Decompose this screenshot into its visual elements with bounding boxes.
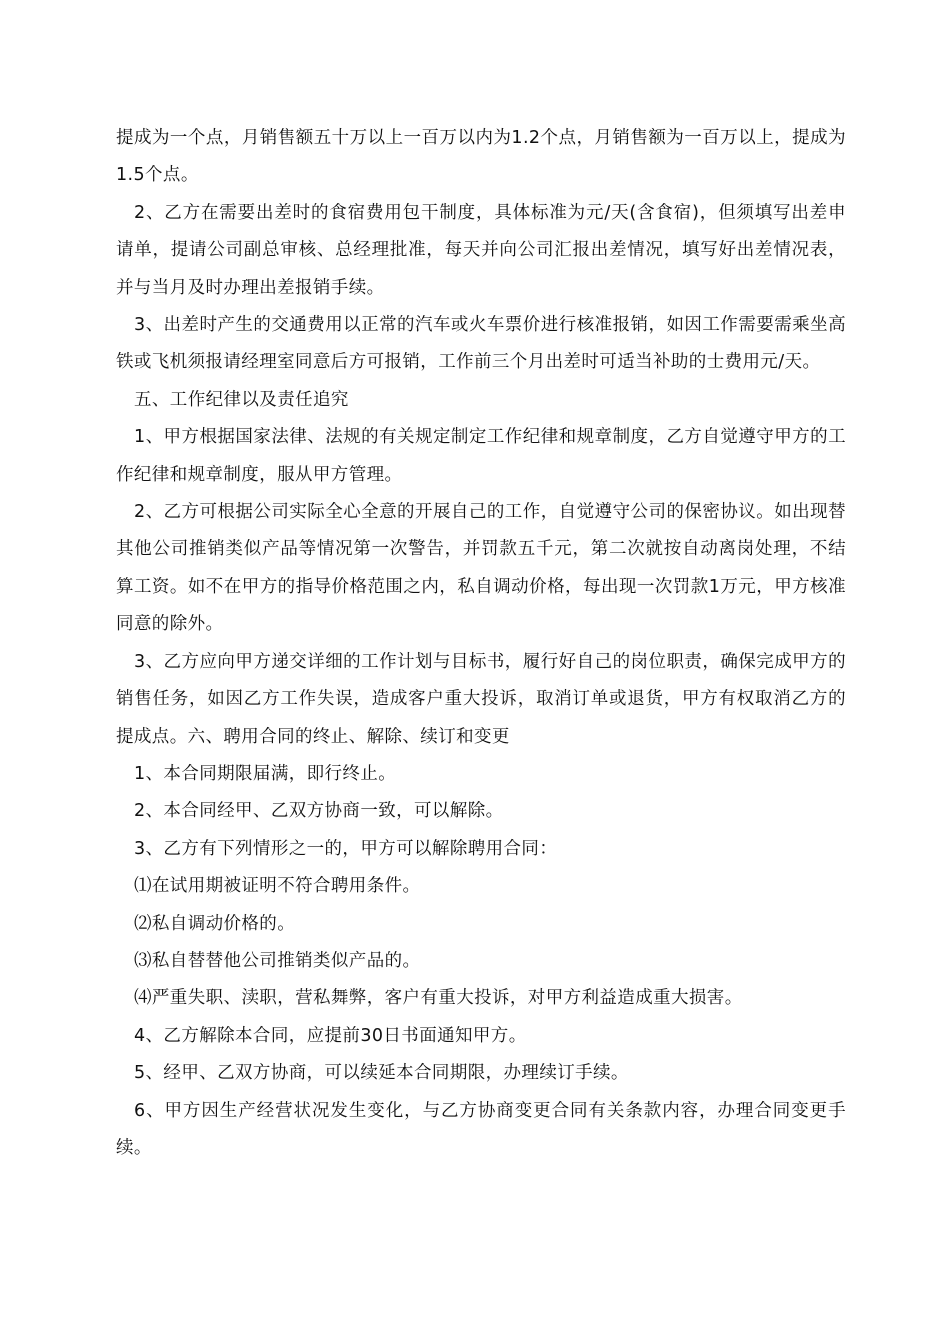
paragraph-contract-renewal: 5、经甲、乙双方协商，可以续延本合同期限，办理续订手续。	[134, 1063, 629, 1084]
paragraph-contract-amendment: 6、甲方因生产经营状况发生变化，与乙方协商变更合同有关条款内容，办理合同变更手续。	[116, 1100, 846, 1158]
list-item-probation-failure: ⑴在试用期被证明不符合聘用条件。	[134, 876, 421, 897]
list-item-serious-misconduct: ⑷严重失职、渎职，营私舞弊，客户有重大投诉，对甲方利益造成重大损害。	[134, 988, 743, 1009]
paragraph-confidentiality-penalty: 2、乙方可根据公司实际全心全意的开展自己的工作，自觉遵守公司的保密协议。如出现替其他公司推销类似产品等情况第一次警告，并罚款五千元，第二次就按自动离岗处理，不结算工资。如不在甲方的指导价格范围之内，私自调动价格，每出现一次罚款1万元，甲方核准同意的除外。	[116, 502, 846, 635]
document-body	[116, 120, 846, 1167]
paragraph-employee-notice: 4、乙方解除本合同，应提前30日书面通知甲方。	[134, 1025, 527, 1046]
section-heading-work-discipline: 五、工作纪律以及责任追究	[134, 389, 349, 410]
list-item-price-adjustment: ⑵私自调动价格的。	[134, 913, 296, 934]
paragraph-work-plan-and-termination-heading: 3、乙方应向甲方递交详细的工作计划与目标书，履行好自己的岗位职责，确保完成甲方的销售任务，如因乙方工作失误，造成客户重大投诉，取消订单或退货，甲方有权取消乙方的提成点。六、聘用合同的终止、解除、续订和变更	[116, 651, 846, 747]
paragraph-commission-rate: 提成为一个点，月销售额五十万以上一百万以内为1.2个点，月销售额为一百万以上，提成为1.5个点。	[116, 128, 846, 186]
paragraph-travel-transport-cost: 3、出差时产生的交通费用以正常的汽车或火车票价进行核准报销，如因工作需要需乘坐高铁或飞机须报请经理室同意后方可报销，工作前三个月出差时可适当补助的士费用元/天。	[116, 315, 846, 373]
paragraph-discipline-rules: 1、甲方根据国家法律、法规的有关规定制定工作纪律和规章制度，乙方自觉遵守甲方的工作纪律和规章制度，服从甲方管理。	[116, 427, 846, 485]
paragraph-termination-conditions: 3、乙方有下列情形之一的，甲方可以解除聘用合同：	[134, 838, 558, 859]
paragraph-mutual-termination: 2、本合同经甲、乙双方协商一致，可以解除。	[134, 801, 504, 822]
paragraph-travel-meal-allowance: 2、乙方在需要出差时的食宿费用包干制度，具体标准为元/天(含食宿)，但须填写出差申请单，提请公司副总审核、总经理批准，每天并向公司汇报出差情况，填写好出差情况表，并与当月及时办理出差报销手续。	[116, 202, 846, 298]
paragraph-contract-expiry: 1、本合同期限届满，即行终止。	[134, 763, 397, 784]
list-item-competitor-sales: ⑶私自替替他公司推销类似产品的。	[134, 950, 421, 971]
